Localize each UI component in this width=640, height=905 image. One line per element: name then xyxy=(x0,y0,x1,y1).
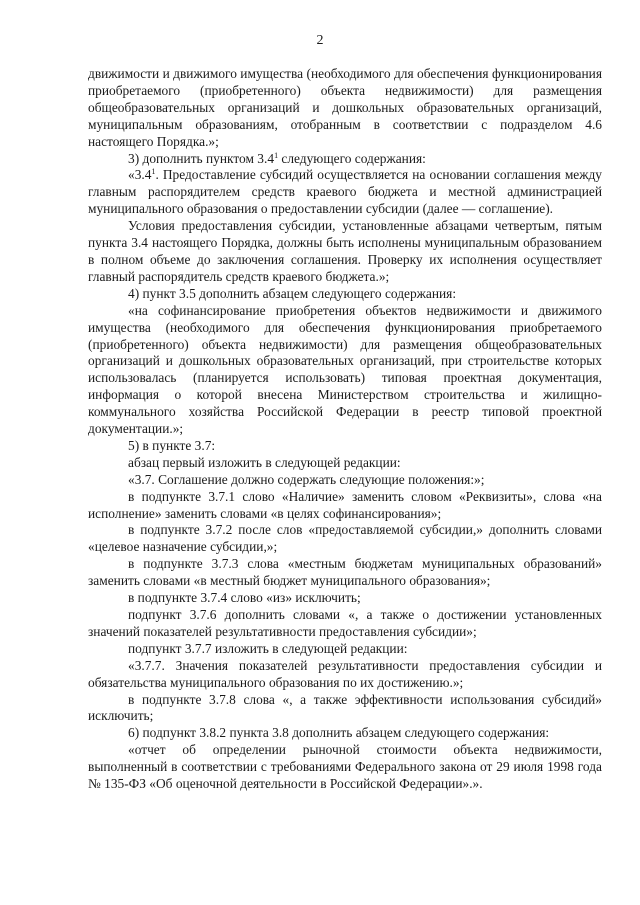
paragraph-clause-3-4-1 xyxy=(88,167,602,218)
paragraph-subclause-3-7-4: в подпункте 3.7.4 слово «из» исключить; xyxy=(128,590,361,606)
paragraph-subclause-3-7-2: в подпункте 3.7.2 после слов «предоставляемой субсидии,» дополнить словами «целевое назначение субсидии,»; xyxy=(88,522,602,555)
paragraph-subclause-3-7-8: в подпункте 3.7.8 слова «, а также эффективности использования субсидий» исключить; xyxy=(88,691,602,724)
paragraph-clause-3-7: «3.7. Соглашение должно содержать следующие положения:»; xyxy=(128,471,485,487)
paragraph-continuation: движимости и движимого имущества (необходимого для обеспечения функционирования приобретаемого (приобретенного) объекта недвижимости) для размещения общеобразовательных организаций и дошкольных образовательных организаций, муниципальным образованиям, отобранным в соответствии с подразделом 4.6 настоящего Порядка.»; xyxy=(88,66,602,149)
paragraph-cofinancing: «на софинансирование приобретения объектов недвижимости и движимого имущества (необходимого для обеспечения функционирования приобретаемого (приобретенного) объекта недвижимости) для размещения общеобразовательных организаций и дошкольных образовательных организаций, при строительстве которых использовалась (планируется использовать) типовая проектная документация, информация о которой внесена Министерством строительства и жилищно-коммунального хозяйства Российской Федерации в реестр типовой проектной документации.»; xyxy=(88,302,602,437)
paragraph-subclause-3-7-7: подпункт 3.7.7 изложить в следующей редакции: xyxy=(128,640,408,656)
paragraph-item-3 xyxy=(88,151,602,168)
paragraph-text: «3.4 xyxy=(128,167,152,183)
paragraph-conditions: Условия предоставления субсидии, установленные абзацами четвертым, пятым пункта 3.4 настоящего Порядка, должны быть исполнены муниципальным образованием в полном объеме до заключения соглашения. Проверку их исполнения осуществляет главный распорядитель средств краевого бюджета.»; xyxy=(88,218,602,284)
page-number: 2 xyxy=(316,33,324,48)
paragraph-valuation-report: «отчет об определении рыночной стоимости объекта недвижимости, выполненный в соответствии с требованиями Федерального закона от 29 июля 1998 года № 135-ФЗ «Об оценочной деятельности в Российской Федерации».». xyxy=(88,742,602,792)
superscript: 1 xyxy=(151,167,156,177)
paragraph-subclause-3-7-1: в подпункте 3.7.1 слово «Наличие» заменить словом «Реквизиты», слова «на исполнение» заменить словами «в целях софинансирования»; xyxy=(88,488,602,521)
paragraph-text: 3) дополнить пунктом 3.4 xyxy=(128,150,275,166)
paragraph-subclause-3-7-6: подпункт 3.7.6 дополнить словами «, а также о достижении установленных значений показателей результативности предоставления субсидии»; xyxy=(88,607,602,639)
paragraph-text: следующего содержания: xyxy=(278,150,426,166)
superscript: 1 xyxy=(274,150,279,160)
paragraph-first-abzac: абзац первый изложить в следующей редакции: xyxy=(128,454,401,470)
document-body xyxy=(88,66,602,793)
paragraph-clause-3-7-7: «3.7.7. Значения показателей результативности предоставления субсидии и обязательства муниципального образования по их достижению.»; xyxy=(88,657,602,690)
paragraph-item-6: 6) подпункт 3.8.2 пункта 3.8 дополнить абзацем следующего содержания: xyxy=(128,725,550,741)
paragraph-item-4: 4) пункт 3.5 дополнить абзацем следующего содержания: xyxy=(128,285,457,301)
paragraph-text: . Предоставление субсидий осуществляется на основании соглашения между главным распорядителем средств краевого бюджета и местной администрацией муниципального образования о предоставлении субсидии (далее — соглашение). xyxy=(88,167,602,217)
paragraph-item-5: 5) в пункте 3.7: xyxy=(128,437,216,453)
paragraph-subclause-3-7-3: в подпункте 3.7.3 слова «местным бюджетам муниципальных образований» заменить словами «в местный бюджет муниципального образования»; xyxy=(88,556,602,589)
